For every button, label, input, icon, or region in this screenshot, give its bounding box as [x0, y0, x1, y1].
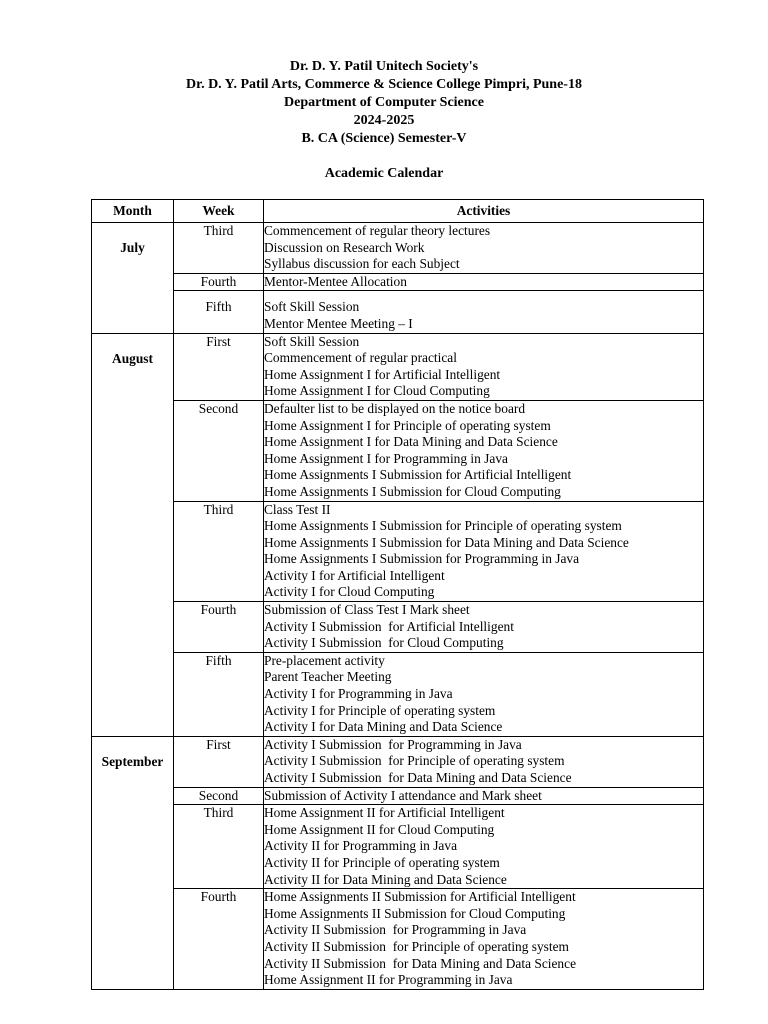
week-cell: Fourth — [174, 273, 264, 291]
activities-cell — [264, 805, 704, 889]
week-cell: Fifth — [174, 291, 264, 333]
activity-item: Home Assignment II for Programming in Java — [264, 972, 513, 988]
activity-item: Mentor-Mentee Allocation — [264, 273, 407, 289]
month-cell — [92, 333, 174, 736]
week-cell: Third — [174, 223, 264, 274]
activity-item: Home Assignment I for Programming in Java — [264, 450, 508, 466]
activities-cell — [264, 291, 704, 333]
activity-item: Activity II for Programming in Java — [264, 838, 458, 854]
table-header-row — [92, 200, 704, 223]
week-cell: Second — [174, 787, 264, 805]
activity-item: Activity II for Data Mining and Data Science — [264, 871, 507, 887]
academic-year: 2024-2025 — [353, 113, 415, 128]
activities-cell — [264, 223, 704, 274]
program-semester: B. CA (Science) Semester-V — [301, 131, 467, 146]
activities-cell — [264, 602, 704, 653]
table-row — [92, 400, 704, 501]
activity-item: Syllabus discussion for each Subject — [264, 256, 460, 272]
activities-cell — [264, 889, 704, 990]
column-header-activities: Activities — [264, 200, 704, 223]
activity-item: Activity II Submission for Data Mining and Data Science — [264, 955, 577, 971]
month-label: August — [112, 350, 153, 366]
week-cell: Fourth — [174, 602, 264, 653]
table-row — [92, 333, 704, 400]
month-cell — [92, 736, 174, 989]
activity-item: Submission of Activity I attendance and Mark sheet — [264, 787, 542, 803]
activity-item: Activity I for Cloud Computing — [264, 584, 435, 600]
activity-item: Submission of Class Test I Mark sheet — [264, 602, 470, 618]
activities-cell — [264, 787, 704, 805]
activity-item: Activity I Submission for Cloud Computing — [264, 635, 504, 651]
activities-cell — [264, 652, 704, 736]
week-cell: Fifth — [174, 652, 264, 736]
activity-item: Class Test II — [264, 501, 331, 517]
month-label: July — [120, 240, 145, 255]
activity-item: Home Assignments I Submission for Cloud Computing — [264, 483, 561, 499]
activity-item: Home Assignments II Submission for Artificial Intelligent — [264, 889, 576, 905]
month-cell — [92, 223, 174, 334]
calendar-title: Academic Calendar — [324, 166, 444, 181]
activity-item: Home Assignments I Submission for Principle of operating system — [264, 518, 622, 534]
academic-calendar-table — [91, 199, 704, 990]
week-cell: Fourth — [174, 889, 264, 990]
activity-item: Home Assignment I for Cloud Computing — [264, 383, 490, 399]
table-row — [92, 889, 704, 990]
table-row — [92, 652, 704, 736]
table-row — [92, 787, 704, 805]
activity-item: Activity I for Data Mining and Data Science — [264, 719, 503, 735]
activity-item: Pre-placement activity — [264, 652, 385, 668]
activity-item: Home Assignment I for Principle of operating system — [264, 417, 551, 433]
activity-item: Activity I Submission for Artificial Intelligent — [264, 618, 514, 634]
activity-item: Activity I Submission for Principle of operating system — [264, 753, 565, 769]
table-row — [92, 273, 704, 291]
society-name: Dr. D. Y. Patil Unitech Society's — [289, 59, 479, 74]
calendar-body — [92, 223, 704, 990]
activity-item: Home Assignments I Submission for Programming in Java — [264, 551, 580, 567]
activity-item: Activity I for Principle of operating system — [264, 702, 496, 718]
week-cell: First — [174, 736, 264, 787]
week-cell: Third — [174, 501, 264, 602]
activity-item: Home Assignment II for Artificial Intelligent — [264, 805, 505, 821]
activity-item: Home Assignment I for Artificial Intelligent — [264, 366, 501, 382]
table-row — [92, 291, 704, 333]
month-label: September — [101, 753, 164, 769]
activity-item: Defaulter list to be displayed on the notice board — [264, 400, 526, 416]
department-name: Department of Computer Science — [284, 95, 484, 110]
activity-item: Commencement of regular practical — [264, 350, 457, 366]
table-row — [92, 602, 704, 653]
table-row — [92, 736, 704, 787]
activity-item: Home Assignments I Submission for Data Mining and Data Science — [264, 534, 629, 550]
activity-item: Commencement of regular theory lectures — [264, 223, 491, 238]
week-cell: Third — [174, 805, 264, 889]
week-cell: Second — [174, 400, 264, 501]
activity-item: Activity I for Programming in Java — [264, 686, 453, 702]
activity-item: Soft Skill Session — [264, 333, 360, 349]
activity-item: Discussion on Research Work — [264, 239, 425, 255]
table-row — [92, 223, 704, 274]
activity-item: Activity II Submission for Principle of operating system — [264, 938, 569, 954]
activities-cell — [264, 400, 704, 501]
activity-item: Parent Teacher Meeting — [264, 669, 392, 685]
activity-item: Activity I Submission for Programming in Java — [264, 736, 522, 752]
activity-item: Home Assignment II for Cloud Computing — [264, 821, 495, 837]
activities-cell — [264, 273, 704, 291]
column-header-month: Month — [92, 200, 174, 223]
activities-cell — [264, 501, 704, 602]
activity-item: Soft Skill Session — [264, 299, 360, 315]
activity-item: Home Assignments II Submission for Cloud Computing — [264, 905, 566, 921]
table-row — [92, 805, 704, 889]
activity-item: Activity II Submission for Programming in Java — [264, 922, 527, 938]
activity-item: Home Assignments I Submission for Artificial Intelligent — [264, 467, 572, 483]
activities-cell — [264, 333, 704, 400]
week-cell: First — [174, 333, 264, 400]
activity-item: Mentor Mentee Meeting – I — [264, 315, 413, 331]
activities-cell — [264, 736, 704, 787]
column-header-week: Week — [174, 200, 264, 223]
document-header — [0, 58, 768, 148]
activity-item: Activity II for Principle of operating system — [264, 854, 500, 870]
table-row — [92, 501, 704, 602]
activity-item: Activity I for Artificial Intelligent — [264, 567, 445, 583]
activity-item: Activity I Submission for Data Mining and Data Science — [264, 770, 572, 785]
activity-item: Home Assignment I for Data Mining and Data Science — [264, 434, 558, 450]
college-name: Dr. D. Y. Patil Arts, Commerce & Science College Pimpri, Pune-18 — [186, 77, 582, 92]
